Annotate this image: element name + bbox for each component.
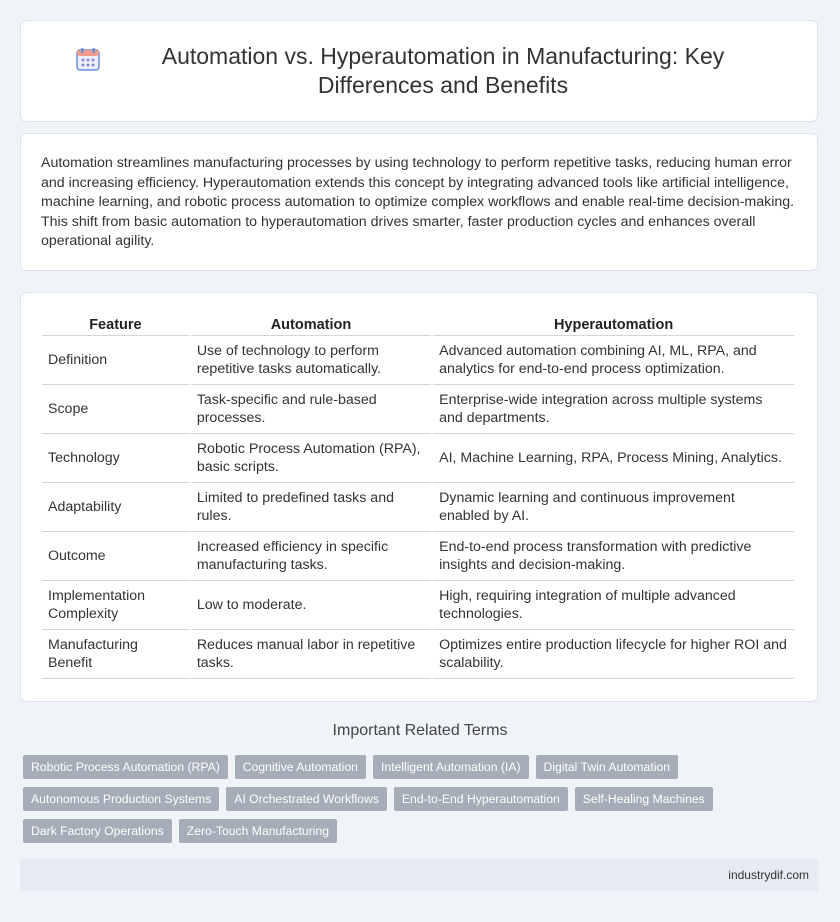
feature-cell: Adaptability bbox=[42, 483, 189, 532]
hyperautomation-cell: Enterprise-wide integration across multiple systems and departments. bbox=[433, 385, 794, 434]
hyperautomation-cell: AI, Machine Learning, RPA, Process Mining, Analytics. bbox=[433, 434, 794, 483]
footer-site[interactable]: industrydif.com bbox=[728, 868, 809, 882]
feature-cell: Scope bbox=[42, 385, 189, 434]
title-wrap bbox=[35, 42, 803, 100]
hyperautomation-cell: Advanced automation combining AI, ML, RPA, and analytics for end-to-end process optimization. bbox=[433, 336, 794, 385]
feature-cell: Implementation Complexity bbox=[42, 581, 189, 630]
related-terms-title: Important Related Terms bbox=[332, 722, 508, 739]
table-row bbox=[42, 336, 794, 385]
hyperautomation-cell: Dynamic learning and continuous improvement enabled by AI. bbox=[433, 483, 794, 532]
related-term-tag[interactable]: Self-Healing Machines bbox=[575, 787, 713, 811]
table-row bbox=[42, 532, 794, 581]
tag-row bbox=[23, 819, 743, 843]
table-row bbox=[42, 630, 794, 679]
comparison-table bbox=[40, 311, 796, 679]
header-feature: Feature bbox=[42, 311, 189, 336]
summary-card bbox=[20, 133, 818, 271]
related-term-tag[interactable]: AI Orchestrated Workflows bbox=[226, 787, 387, 811]
hyperautomation-cell: End-to-end process transformation with predictive insights and decision-making. bbox=[433, 532, 794, 581]
automation-cell: Task-specific and rule-based processes. bbox=[191, 385, 431, 434]
automation-cell: Low to moderate. bbox=[191, 581, 431, 630]
automation-cell: Reduces manual labor in repetitive tasks. bbox=[191, 630, 431, 679]
title-card bbox=[20, 20, 818, 122]
related-term-tag[interactable]: End-to-End Hyperautomation bbox=[394, 787, 568, 811]
comparison-table-card bbox=[20, 292, 818, 702]
related-term-tag[interactable]: Dark Factory Operations bbox=[23, 819, 172, 843]
feature-cell: Definition bbox=[42, 336, 189, 385]
table-row bbox=[42, 581, 794, 630]
related-term-tag[interactable]: Autonomous Production Systems bbox=[23, 787, 219, 811]
hyperautomation-cell: Optimizes entire production lifecycle for higher ROI and scalability. bbox=[433, 630, 794, 679]
header-hyperautomation: Hyperautomation bbox=[433, 311, 794, 336]
automation-cell: Limited to predefined tasks and rules. bbox=[191, 483, 431, 532]
feature-cell: Technology bbox=[42, 434, 189, 483]
feature-cell: Manufacturing Benefit bbox=[42, 630, 189, 679]
table-row bbox=[42, 483, 794, 532]
related-term-tag[interactable]: Intelligent Automation (IA) bbox=[373, 755, 529, 779]
table-row bbox=[42, 434, 794, 483]
tag-row bbox=[23, 787, 743, 811]
automation-cell: Robotic Process Automation (RPA), basic scripts. bbox=[191, 434, 431, 483]
summary-text: Automation streamlines manufacturing processes by using technology to perform repetitive tasks, reducing human error and increasing efficiency. Hyperautomation extends this concept by integrating advanced tools like artificial intelligence, machine learning, and robotic process automation to optimize complex workflows and enable real-time decision-making. This shift from basic automation to hyperautomation drives smarter, faster production cycles and enhances overall operational agility. bbox=[41, 155, 795, 250]
related-term-tag[interactable]: Cognitive Automation bbox=[235, 755, 366, 779]
hyperautomation-cell: High, requiring integration of multiple advanced technologies. bbox=[433, 581, 794, 630]
related-term-tag[interactable]: Zero-Touch Manufacturing bbox=[179, 819, 337, 843]
related-term-tag[interactable]: Robotic Process Automation (RPA) bbox=[23, 755, 228, 779]
page-title: Automation vs. Hyperautomation in Manufacturing: Key Differences and Benefits bbox=[161, 43, 725, 98]
footer bbox=[20, 859, 818, 891]
automation-cell: Increased efficiency in specific manufacturing tasks. bbox=[191, 532, 431, 581]
tag-row bbox=[23, 755, 743, 779]
header-automation: Automation bbox=[191, 311, 431, 336]
related-terms-list bbox=[23, 755, 743, 851]
table-row bbox=[42, 385, 794, 434]
feature-cell: Outcome bbox=[42, 532, 189, 581]
automation-cell: Use of technology to perform repetitive tasks automatically. bbox=[191, 336, 431, 385]
table-header-row bbox=[42, 311, 794, 336]
related-term-tag[interactable]: Digital Twin Automation bbox=[536, 755, 678, 779]
calendar-icon bbox=[75, 46, 101, 72]
